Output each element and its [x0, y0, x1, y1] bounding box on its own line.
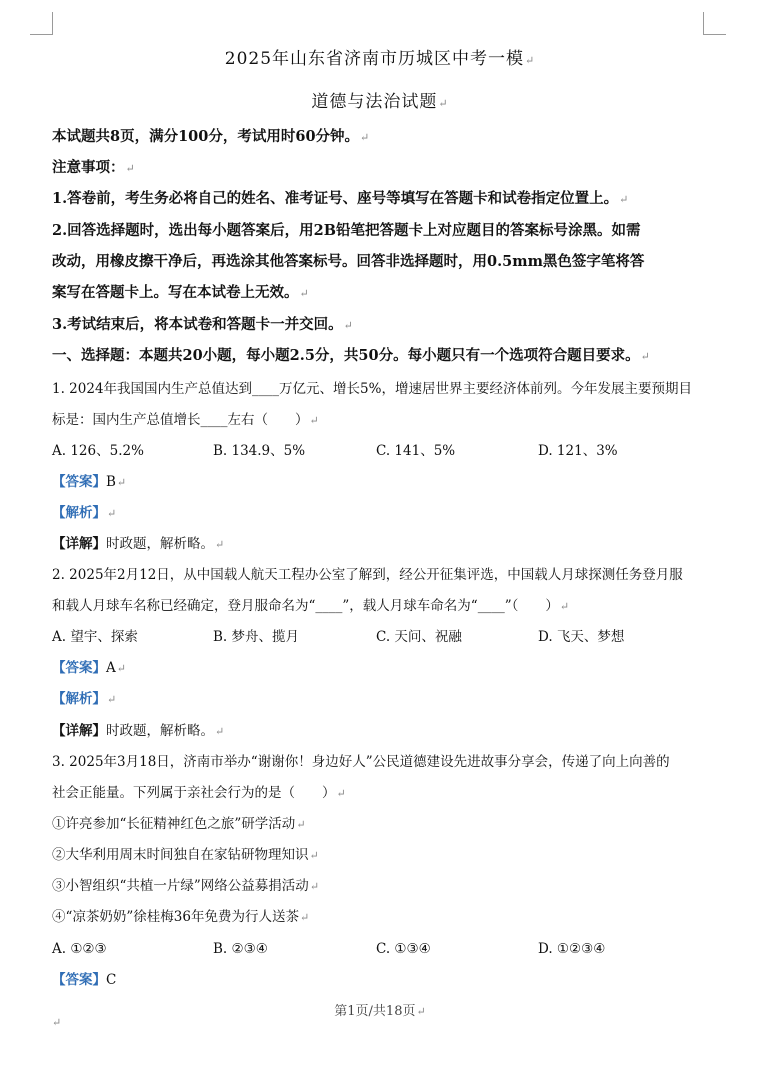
intro-line — [52, 128, 369, 147]
q3-item-3-text: ③小智组织“共植一片绿”网络公益募捐活动 — [52, 878, 309, 894]
paragraph-mark: ↵ — [438, 97, 449, 110]
q2-option-a: A. 望宇、探索 — [52, 629, 138, 645]
end-paragraph-mark: ↵ — [52, 1016, 62, 1029]
q2-stem-line-2 — [52, 597, 569, 616]
q3-option-d: D. ①②③④ — [538, 941, 606, 957]
paragraph-mark: ↵ — [640, 350, 650, 363]
exam-subtitle — [0, 93, 760, 113]
paragraph-mark: ↵ — [360, 131, 370, 144]
q1-answer — [52, 473, 126, 492]
q2-option-c: C. 天问、祝融 — [376, 629, 462, 645]
q3-item-1 — [52, 815, 306, 834]
q2-detail-text: 时政题，解析略。 — [106, 723, 214, 739]
paragraph-mark: ↵ — [215, 538, 225, 551]
q1-answer-value: B — [106, 474, 116, 490]
notice-item-2-text-c: 案写在答题卡上。写在本试卷上无效。 — [52, 284, 299, 301]
paragraph-mark: ↵ — [525, 54, 536, 67]
q3-answer-value: C — [106, 972, 117, 988]
q3-stem-text-b: 社会正能量。下列属于亲社会行为的是（ ） — [52, 785, 336, 801]
paragraph-mark: ↵ — [299, 287, 309, 300]
q3-item-4 — [52, 908, 309, 927]
paragraph-mark: ↵ — [309, 880, 320, 893]
paragraph-mark: ↵ — [309, 849, 319, 862]
paragraph-mark: ↵ — [125, 162, 135, 175]
q3-option-a: A. ①②③ — [52, 941, 107, 957]
section-heading-text: 一、选择题：本题共20小题，每小题2.5分，共50分。每小题只有一个选项符合题目要求。 — [52, 347, 640, 364]
paragraph-mark: ↵ — [559, 600, 570, 613]
q3-stem-line-2 — [52, 784, 346, 803]
notice-item-2-line-1 — [52, 222, 640, 240]
q2-detail — [52, 722, 224, 741]
paragraph-mark: ↵ — [619, 193, 629, 206]
q3-option-b: B. ②③④ — [213, 941, 268, 957]
q1-stem-line-2 — [52, 411, 319, 430]
section-heading-choice — [52, 347, 650, 366]
paragraph-mark: ↵ — [116, 476, 127, 489]
q1-detail-text: 时政题，解析略。 — [106, 536, 214, 552]
q3-item-2-text: ②大华利用周末时间独自在家钻研物理知识 — [52, 847, 309, 863]
q2-analysis — [52, 690, 116, 709]
q2-option-d: D. 飞天、梦想 — [538, 629, 625, 645]
q1-detail-label: 【详解】 — [52, 536, 106, 552]
q1-option-c: C. 141、5% — [376, 443, 456, 459]
q3-answer — [52, 971, 116, 989]
q2-stem-text-b: 和载人月球车名称已经确定，登月服命名为“____”，载人月球车命名为“____”（ ） — [52, 598, 559, 614]
q1-stem-text-a: 1. 2024年我国国内生产总值达到____万亿元、增长5%，增速居世界主要经济体前列。今年发展主要预期目 — [52, 381, 692, 397]
q2-answer — [52, 659, 126, 678]
paragraph-mark: ↵ — [309, 414, 319, 427]
paragraph-mark: ↵ — [296, 818, 306, 831]
intro-text: 本试题共8页，满分100分，考试用时60分钟。 — [52, 128, 360, 145]
q3-item-3 — [52, 877, 319, 896]
notice-item-2-line-3 — [52, 284, 309, 303]
paragraph-mark: ↵ — [107, 693, 117, 706]
exam-subtitle-text: 道德与法治试题 — [311, 92, 438, 112]
q2-stem-text-a: 2. 2025年2月12日，从中国载人航天工程办公室了解到，经公开征集评选，中国载人月球探测任务登月服 — [52, 567, 683, 583]
page-corner-mark-left — [30, 12, 53, 35]
q1-option-a: A. 126、5.2% — [52, 443, 144, 459]
notice-item-1-text: 1.答卷前，考生务必将自己的姓名、准考证号、座号等填写在答题卡和试卷指定位置上。 — [52, 190, 619, 207]
notice-heading — [52, 159, 135, 178]
paragraph-mark: ↵ — [116, 662, 126, 675]
paragraph-mark: ↵ — [107, 507, 117, 520]
q1-detail — [52, 535, 224, 554]
q2-options — [52, 628, 712, 646]
paragraph-mark: ↵ — [416, 1005, 426, 1018]
q3-answer-label: 【答案】 — [52, 972, 106, 988]
q2-stem-line-1 — [52, 566, 683, 584]
page-number: 第1页/共18页 — [334, 1004, 416, 1019]
notice-item-2-text-a: 2.回答选择题时，选出每小题答案后，用2B铅笔把答题卡上对应题目的答案标号涂黑。如需 — [52, 222, 641, 239]
paragraph-mark: ↵ — [336, 787, 346, 800]
q2-answer-value: A — [106, 660, 116, 676]
notice-heading-text: 注意事项： — [52, 159, 125, 176]
notice-item-1 — [52, 190, 628, 209]
q3-option-c: C. ①③④ — [376, 941, 431, 957]
q1-analysis-label: 【解析】 — [52, 505, 106, 521]
exam-title-text: 2025年山东省济南市历城区中考一模 — [224, 49, 525, 69]
paragraph-mark: ↵ — [343, 319, 353, 332]
q1-options — [52, 442, 712, 460]
q3-item-1-text: ①许亮参加“长征精神红色之旅”研学活动 — [52, 816, 296, 832]
q1-analysis — [52, 504, 116, 523]
q1-option-b: B. 134.9、5% — [213, 443, 306, 459]
q3-stem-line-1 — [52, 753, 670, 771]
notice-item-2-text-b: 改动，用橡皮擦干净后，再选涂其他答案标号。回答非选择题时，用0.5mm黑色签字笔将答 — [52, 253, 645, 270]
q2-answer-label: 【答案】 — [52, 660, 106, 676]
q3-stem-text-a: 3. 2025年3月18日，济南市举办“谢谢你！身边好人”公民道德建设先进故事分享会，传递了向上向善的 — [52, 754, 670, 770]
exam-title — [0, 50, 760, 70]
page-footer — [0, 1000, 760, 1019]
q1-answer-label: 【答案】 — [52, 474, 106, 490]
q3-item-4-text: ④“凉茶奶奶”徐桂梅36年免费为行人送茶 — [52, 909, 299, 925]
q2-analysis-label: 【解析】 — [52, 691, 106, 707]
q2-detail-label: 【详解】 — [52, 723, 106, 739]
notice-item-2-line-2 — [52, 253, 644, 271]
q3-item-2 — [52, 846, 319, 865]
paragraph-mark: ↵ — [299, 911, 310, 924]
q1-option-d: D. 121、3% — [538, 443, 618, 459]
q1-stem-line-1 — [52, 380, 692, 398]
notice-item-3 — [52, 316, 353, 335]
paragraph-mark: ↵ — [215, 725, 225, 738]
q2-option-b: B. 梦舟、揽月 — [213, 629, 300, 645]
q1-stem-text-b: 标是：国内生产总值增长____左右（ ） — [52, 412, 309, 428]
q3-options — [52, 940, 712, 958]
page-corner-mark-right — [703, 12, 726, 35]
notice-item-3-text: 3.考试结束后，将本试卷和答题卡一并交回。 — [52, 316, 343, 333]
